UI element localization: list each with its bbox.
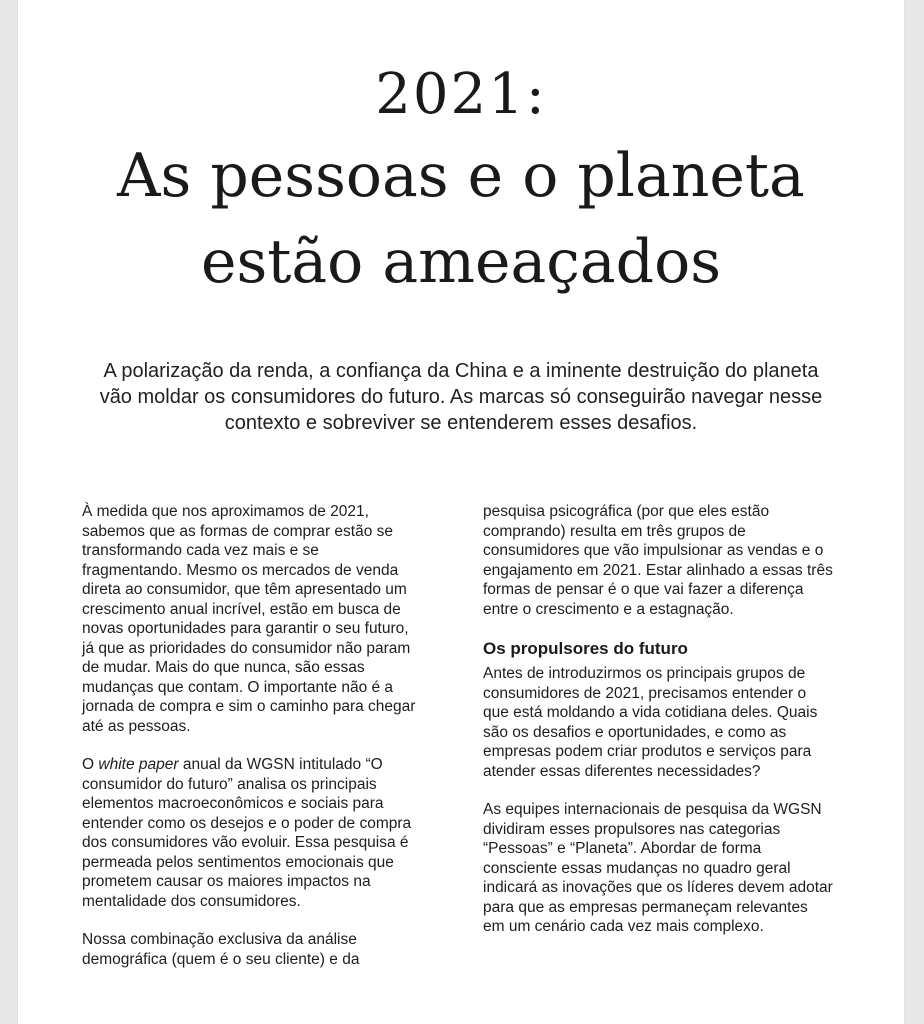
section-heading: Os propulsores do futuro <box>483 639 688 658</box>
title-line-2: estão ameaçados <box>200 227 722 297</box>
left-paragraph-1: À medida que nos aproximamos de 2021, sabemos que as formas de comprar estão se transformando cada vez mais e se fragmentando. Mesmo os mercados de venda direta ao consumidor, que têm apresentado um crescimento anual incrível, estão em busca de novas oportunidades para garantir o seu futuro, já que as prioridades do consumidor não param de mudar. Mais do que nunca, são essas mudanças que contam. O importante não é a jornada de compra e sim o caminho para chegar até as pessoas. <box>82 503 416 735</box>
right-column <box>483 502 833 956</box>
left-paragraph-2-rest: anual da WGSN intitulado “O consumidor do futuro” analisa os principais elementos macroeconômicos e sociais para entender como os desejos e o poder de compra dos consumidores vão evoluir. Essa pesquisa é permeada pelos sentimentos emocionais que prometem causar os maiores impactos na mentalidade dos consumidores. <box>82 756 412 910</box>
white-paper-italic: white paper <box>98 756 179 773</box>
right-paragraph-3: As equipes internacionais de pesquisa da WGSN dividiram esses propulsores nas categorias “Pessoas” e “Planeta”. Abordar de forma consciente essas mudanças no quadro geral indicará as inovações que os líderes devem adotar para que as empresas permaneçam relevantes em um cenário cada vez mais complexo. <box>483 801 833 935</box>
left-paragraph-3: Nossa combinação exclusiva da análise demográfica (quem é o seu cliente) e da <box>82 931 360 968</box>
title-line-1: As pessoas e o planeta <box>117 141 805 211</box>
right-paragraph-2: Antes de introduzirmos os principais grupos de consumidores de 2021, precisamos entender o que está moldando a vida cotidiana deles. Quais são os desafios e oportunidades, e como as empresas podem criar produtos e serviços para atender essas diferentes necessidades? <box>483 665 818 780</box>
document-page <box>18 0 904 1024</box>
title-year: 2021: <box>375 62 547 127</box>
left-paragraph-2-start: O <box>82 756 99 773</box>
left-paragraph-2 <box>82 755 422 911</box>
left-column <box>82 502 422 988</box>
right-paragraph-1: pesquisa psicográfica (por que eles estão comprando) resulta em três grupos de consumidores que vão impulsionar as vendas e o engajamento em 2021. Estar alinhado a essas três formas de pensar é o que vai fazer a diferença entre o crescimento e a estagnação. <box>483 503 833 618</box>
lead-paragraph: A polarização da renda, a confiança da China e a iminente destruição do planeta vão moldar os consumidores do futuro. As marcas só conseguirão navegar nesse contexto e sobreviver se entenderem esses desafios. <box>99 360 823 434</box>
